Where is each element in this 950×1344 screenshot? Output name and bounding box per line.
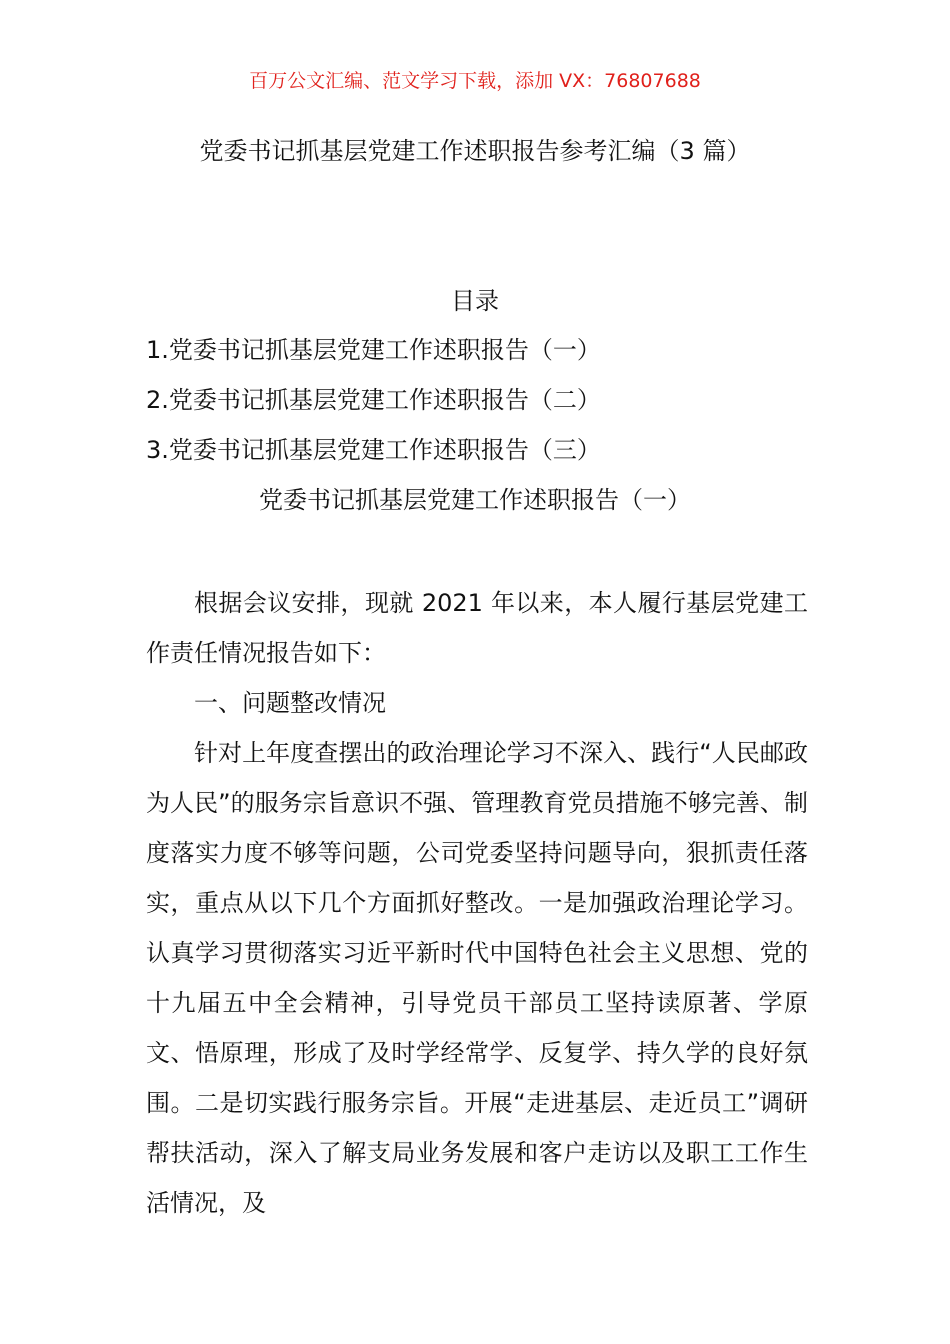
toc-item[interactable]: 1.党委书记抓基层党建工作述职报告（一） — [146, 336, 601, 364]
body-paragraph: 针对上年度查摆出的政治理论学习不深入、践行“人民邮政为人民”的服务宗旨意识不强、管理教育党员措施不够完善、制度落实力度不够等问题，公司党委坚持问题导向，狠抓责任落实，重点从以下几个方面抓好整改。一是加强政治理论学习。认真学习贯彻落实习近平新时代中国特色社会主义思想、党的十九届五中全会精神，引导党员干部员工坚持读原著、学原文、悟原理，形成了及时学经常学、反复学、持久学的良好氛围。二是切实践行服务宗旨。开展“走进基层、走近员工”调研帮扶活动，深入了解支局业务发展和客户走访以及职工工作生活情况，及 — [146, 739, 808, 1217]
table-of-contents — [146, 332, 601, 482]
document-title: 党委书记抓基层党建工作述职报告参考汇编（3 篇） — [199, 137, 751, 165]
header-watermark-note: 百万公文汇编、范文学习下载，添加 VX：76807688 — [249, 70, 701, 92]
section-body — [146, 578, 808, 1228]
toc-heading: 目录 — [451, 287, 499, 315]
toc-item[interactable]: 2.党委书记抓基层党建工作述职报告（二） — [146, 386, 601, 414]
body-paragraph: 根据会议安排，现就 2021 年以来，本人履行基层党建工作责任情况报告如下： — [146, 589, 808, 667]
toc-item[interactable]: 3.党委书记抓基层党建工作述职报告（三） — [146, 436, 601, 464]
body-subheading: 一、问题整改情况 — [194, 689, 386, 717]
section-title: 党委书记抓基层党建工作述职报告（一） — [259, 486, 691, 514]
